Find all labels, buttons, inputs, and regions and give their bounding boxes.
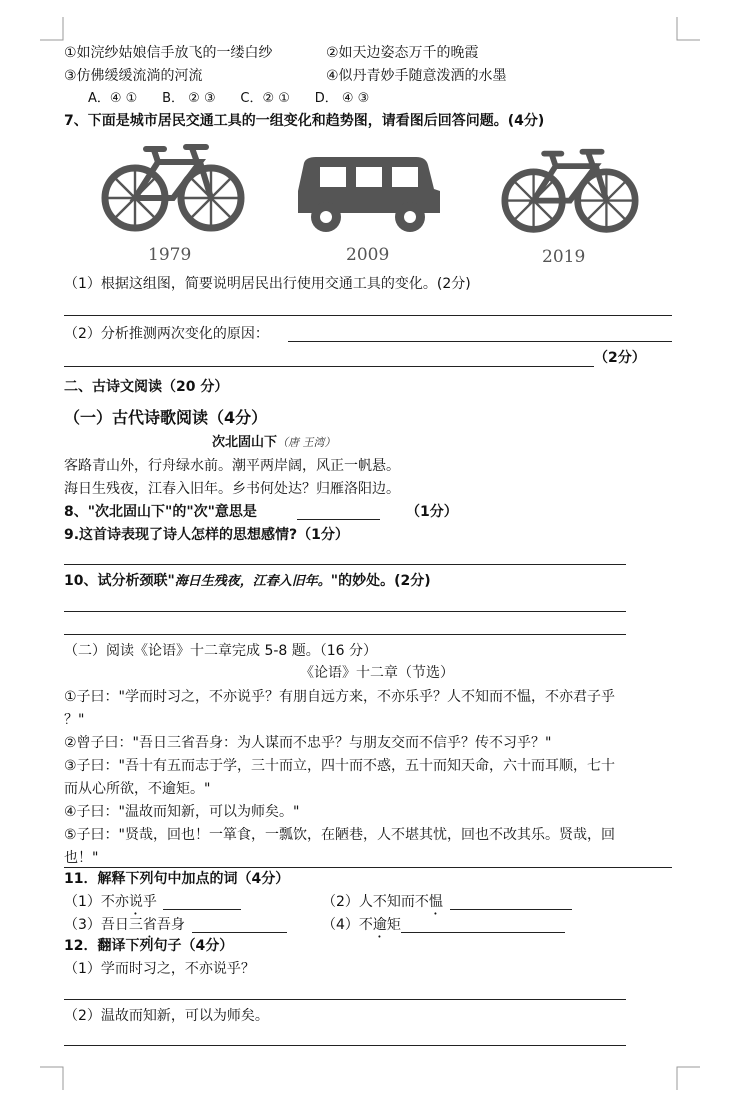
option-3: ③仿佛缓缓流淌的河流 — [64, 68, 203, 84]
answer-line[interactable] — [64, 315, 672, 316]
answer-line[interactable] — [288, 341, 672, 342]
poem-line-1: 客路青山外，行舟绿水前。潮平两岸阔，风正一帆悬。 — [64, 458, 400, 474]
question-12-title: 12．翻译下列句子（4分） — [64, 938, 234, 954]
answer-line[interactable] — [64, 564, 626, 565]
answer-choices: A．④ ① B． ② ③ C．② ① D． ④ ③ — [88, 91, 370, 106]
corner-mark-top-left — [40, 17, 64, 41]
question-12-sentence-2: （2）温故而知新，可以为师矣。 — [64, 1008, 269, 1024]
answer-line[interactable] — [297, 519, 380, 520]
answer-line[interactable] — [64, 366, 594, 367]
part-2-title: （二）阅读《论语》十二章完成 5-8 题。（16 分） — [64, 643, 378, 659]
answer-line[interactable] — [192, 932, 287, 933]
passage-3-line-1: ③子曰："吾十有五而志于学，三十而立，四十而不惑，五十而知天命，六十而耳顺，七十 — [64, 758, 615, 774]
poem-author: （唐 王湾） — [277, 436, 336, 449]
option-1: ①如浣纱姑娘信手放飞的一缕白纱 — [64, 45, 273, 61]
answer-line[interactable] — [64, 611, 626, 612]
question-12-sentence-1: （1）学而时习之，不亦说乎？ — [64, 961, 255, 977]
question-10-quote: 海日生残夜，江春入旧年。 — [174, 574, 331, 589]
year-1979: 1979 — [148, 245, 192, 265]
part-1-title: （一）古代诗歌阅读（4分） — [64, 408, 268, 427]
passage-4: ④子曰："温故而知新，可以为师矣。" — [64, 804, 300, 820]
passage-1-line-1: ①子曰："学而时习之，不亦说乎？有朋自远方来，不亦乐乎？人不知而不愠，不亦君子乎 — [64, 689, 615, 705]
passage-1-line-2: ？" — [64, 712, 85, 728]
question-7-sub2: （2）分析推测两次变化的原因： — [64, 326, 269, 342]
section-2-title: 二、古诗文阅读（20 分） — [64, 379, 229, 395]
question-7-sub1: （1）根据这组图，简要说明居民出行使用交通工具的变化。(2分) — [64, 276, 471, 292]
answer-line[interactable] — [450, 909, 572, 910]
poem-title: 次北固山下 — [212, 435, 278, 450]
question-10-prefix: 10、试分析颈联" — [64, 573, 175, 589]
option-4: ④似丹青妙手随意泼洒的水墨 — [326, 68, 507, 84]
corner-mark-bottom-left — [40, 1066, 64, 1090]
passage-rule — [64, 867, 672, 868]
q11-item-3-prefix: （3）吾日三 — [64, 917, 143, 933]
answer-line[interactable] — [64, 1045, 626, 1046]
question-8: 8、"次北固山下"的"次"意思是 — [64, 504, 257, 520]
question-7-sub2-score: （2分） — [594, 350, 646, 366]
bicycle-icon — [500, 145, 640, 237]
question-10 — [64, 572, 431, 591]
q11-item-1-suffix: 乎 — [142, 894, 157, 910]
part-2-subtitle: 《论语》十二章（节选） — [300, 665, 454, 681]
q11-item-1-dotted-word: 说 — [128, 894, 143, 910]
q11-item-1-prefix: （1）不亦 — [64, 894, 129, 910]
q11-item-4-suffix: 矩 — [386, 917, 401, 933]
year-2009: 2009 — [346, 245, 390, 265]
q11-item-4-dotted-word: 逾 — [372, 917, 387, 933]
corner-mark-bottom-right — [676, 1066, 700, 1090]
answer-line[interactable] — [64, 999, 626, 1000]
answer-line[interactable] — [401, 932, 565, 933]
corner-mark-top-right — [676, 17, 700, 41]
q11-item-4-prefix: （4）不 — [322, 917, 373, 933]
poem-title-line — [212, 434, 336, 452]
passage-5-line-2: 也！" — [64, 850, 99, 866]
question-11-item-4 — [322, 916, 401, 941]
passage-3-line-2: 而从心所欲，不逾矩。" — [64, 781, 211, 797]
passage-5-line-1: ⑤子曰："贤哉，回也！一箪食，一瓢饮，在陋巷，人不堪其忧，回也不改其乐。贤哉，回 — [64, 827, 615, 843]
question-8-score: （1分） — [406, 504, 458, 520]
q11-item-2-dotted-word: 愠 — [428, 894, 443, 910]
bicycle-icon — [100, 140, 246, 236]
question-11-item-1 — [64, 893, 157, 918]
car-icon — [294, 153, 444, 235]
answer-line[interactable] — [64, 634, 626, 635]
q11-item-2-prefix: （2）人不知而不 — [322, 894, 429, 910]
poem-line-2: 海日生残夜，江春入旧年。乡书何处达？归雁洛阳边。 — [64, 481, 400, 497]
year-2019: 2019 — [542, 247, 586, 267]
question-7-title: 7、下面是城市居民交通工具的一组变化和趋势图，请看图后回答问题。(4分) — [64, 113, 545, 129]
answer-line[interactable] — [163, 909, 241, 910]
question-10-suffix: "的妙处。(2分) — [330, 573, 431, 589]
q11-item-3-suffix: 吾身 — [156, 917, 185, 933]
q11-item-3-dotted-word: 省 — [142, 917, 157, 933]
option-2: ②如天边姿态万千的晚霞 — [326, 45, 479, 61]
question-11-item-2 — [322, 893, 443, 918]
passage-2: ②曾子曰："吾日三省吾身：为人谋而不忠乎？与朋友交而不信乎？传不习乎？" — [64, 735, 552, 751]
question-9: 9.这首诗表现了诗人怎样的思想感情?（1分） — [64, 527, 349, 543]
question-11-title: 11．解释下列句中加点的词（4分） — [64, 871, 290, 887]
